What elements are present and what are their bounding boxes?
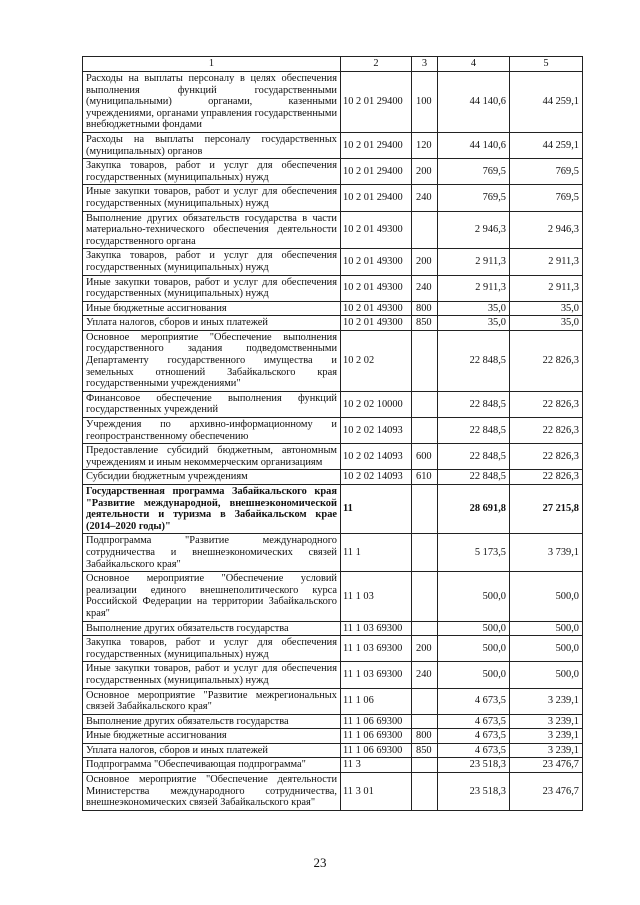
row-expense-type [412, 534, 438, 572]
header-col-3: 3 [412, 57, 438, 72]
row-code: 10 2 01 29400 [341, 72, 412, 133]
row-value-1: 4 673,5 [438, 714, 510, 729]
row-value-2: 500,0 [510, 572, 583, 621]
row-name: Основное мероприятие "Обеспечение выполнения государственного задания подведомственными Департаменту государственного имущества и земельных отношений Забайкальского края государственными учреждениями" [83, 330, 341, 391]
table-header-row [83, 57, 583, 72]
row-code: 10 2 02 14093 [341, 418, 412, 444]
row-value-1: 35,0 [438, 301, 510, 316]
header-col-2: 2 [341, 57, 412, 72]
row-expense-type: 200 [412, 249, 438, 275]
table-row [83, 330, 583, 391]
row-value-2: 3 239,1 [510, 743, 583, 758]
row-name: Государственная программа Забайкальского края "Развитие международной, внешнеэкономической деятельности и туризма в Забайкальском крае (2014–2020 годы)" [83, 485, 341, 534]
page-number: 23 [313, 855, 327, 870]
row-name: Основное мероприятие "Обеспечение условий реализации единого внешнеполитического курса Российской Федерации на территории Забайкальского края" [83, 572, 341, 621]
row-name: Закупка товаров, работ и услуг для обеспечения государственных (муниципальных) нужд [83, 249, 341, 275]
row-value-2: 3 239,1 [510, 729, 583, 744]
row-code: 11 3 01 [341, 773, 412, 811]
row-value-1: 22 848,5 [438, 418, 510, 444]
row-name: Основное мероприятие "Обеспечение деятельности Министерства международного сотрудничества, внешнеэкономических связей Забайкальского края" [83, 773, 341, 811]
row-value-2: 27 215,8 [510, 485, 583, 534]
row-expense-type: 240 [412, 185, 438, 211]
table-row [83, 743, 583, 758]
table-row [83, 301, 583, 316]
row-code: 10 2 01 49300 [341, 249, 412, 275]
row-name: Учреждения по архивно-информационному и геопространственному обеспечению [83, 418, 341, 444]
row-value-1: 2 911,3 [438, 249, 510, 275]
row-expense-type: 800 [412, 301, 438, 316]
row-code: 10 2 02 [341, 330, 412, 391]
row-expense-type: 200 [412, 636, 438, 662]
row-code: 10 2 01 29400 [341, 132, 412, 158]
row-expense-type [412, 621, 438, 636]
row-expense-type [412, 773, 438, 811]
table-row [83, 185, 583, 211]
row-value-1: 44 140,6 [438, 132, 510, 158]
table-row [83, 572, 583, 621]
table-row [83, 773, 583, 811]
row-name: Иные закупки товаров, работ и услуг для обеспечения государственных (муниципальных) нужд [83, 662, 341, 688]
row-name: Иные закупки товаров, работ и услуг для обеспечения государственных (муниципальных) нужд [83, 275, 341, 301]
row-value-2: 23 476,7 [510, 758, 583, 773]
row-value-2: 769,5 [510, 185, 583, 211]
row-value-2: 22 826,3 [510, 470, 583, 485]
table-row [83, 636, 583, 662]
row-value-2: 3 239,1 [510, 714, 583, 729]
row-value-2: 769,5 [510, 159, 583, 185]
row-expense-type [412, 572, 438, 621]
row-name: Выполнение других обязательств государства в части материально-технического обеспечения деятельности государственного органа [83, 211, 341, 249]
row-expense-type [412, 714, 438, 729]
row-value-2: 35,0 [510, 301, 583, 316]
row-code: 11 1 06 69300 [341, 714, 412, 729]
row-value-1: 22 848,5 [438, 330, 510, 391]
table-row [83, 159, 583, 185]
budget-table [82, 56, 583, 811]
row-value-1: 22 848,5 [438, 391, 510, 417]
row-value-2: 22 826,3 [510, 444, 583, 470]
row-value-2: 22 826,3 [510, 330, 583, 391]
row-value-1: 23 518,3 [438, 758, 510, 773]
row-name: Подпрограмма "Обеспечивающая подпрограмма" [83, 758, 341, 773]
row-value-1: 500,0 [438, 662, 510, 688]
row-expense-type [412, 418, 438, 444]
row-expense-type [412, 330, 438, 391]
row-name: Уплата налогов, сборов и иных платежей [83, 316, 341, 331]
row-value-2: 500,0 [510, 621, 583, 636]
row-name: Расходы на выплаты персоналу государственных (муниципальных) органов [83, 132, 341, 158]
row-value-1: 500,0 [438, 572, 510, 621]
row-expense-type: 610 [412, 470, 438, 485]
header-col-1: 1 [83, 57, 341, 72]
row-code: 11 1 03 69300 [341, 636, 412, 662]
row-expense-type: 100 [412, 72, 438, 133]
row-expense-type: 800 [412, 729, 438, 744]
row-name: Основное мероприятие "Развитие межрегиональных связей Забайкальского края" [83, 688, 341, 714]
row-code: 10 2 01 49300 [341, 275, 412, 301]
row-code: 10 2 01 49300 [341, 301, 412, 316]
row-value-2: 22 826,3 [510, 391, 583, 417]
row-code: 10 2 02 14093 [341, 444, 412, 470]
row-code: 11 [341, 485, 412, 534]
budget-table-page [82, 56, 582, 811]
table-row [83, 418, 583, 444]
row-code: 11 1 03 [341, 572, 412, 621]
row-expense-type: 120 [412, 132, 438, 158]
row-name: Иные бюджетные ассигнования [83, 729, 341, 744]
table-row [83, 688, 583, 714]
table-row [83, 316, 583, 331]
row-value-1: 500,0 [438, 621, 510, 636]
budget-table-body [83, 57, 583, 811]
row-expense-type [412, 391, 438, 417]
table-row [83, 621, 583, 636]
row-expense-type [412, 758, 438, 773]
table-row [83, 249, 583, 275]
row-value-1: 4 673,5 [438, 729, 510, 744]
row-name: Закупка товаров, работ и услуг для обеспечения государственных (муниципальных) нужд [83, 636, 341, 662]
row-value-2: 500,0 [510, 662, 583, 688]
row-expense-type: 850 [412, 743, 438, 758]
row-code: 10 2 01 29400 [341, 159, 412, 185]
row-value-2: 2 946,3 [510, 211, 583, 249]
table-row [83, 470, 583, 485]
row-expense-type: 850 [412, 316, 438, 331]
row-name: Закупка товаров, работ и услуг для обеспечения государственных (муниципальных) нужд [83, 159, 341, 185]
row-code: 11 1 [341, 534, 412, 572]
row-code: 10 2 01 29400 [341, 185, 412, 211]
row-code: 11 3 [341, 758, 412, 773]
row-value-1: 4 673,5 [438, 688, 510, 714]
row-expense-type: 600 [412, 444, 438, 470]
table-row [83, 758, 583, 773]
row-value-2: 35,0 [510, 316, 583, 331]
row-code: 11 1 03 69300 [341, 662, 412, 688]
row-name: Подпрограмма "Развитие международного сотрудничества и внешнеэкономических связей Забайкальского края" [83, 534, 341, 572]
table-row [83, 662, 583, 688]
row-value-1: 2 911,3 [438, 275, 510, 301]
row-expense-type [412, 688, 438, 714]
row-value-1: 4 673,5 [438, 743, 510, 758]
row-expense-type [412, 485, 438, 534]
row-value-2: 500,0 [510, 636, 583, 662]
table-row [83, 275, 583, 301]
table-row [83, 391, 583, 417]
row-expense-type: 200 [412, 159, 438, 185]
header-col-5: 5 [510, 57, 583, 72]
row-code: 11 1 03 69300 [341, 621, 412, 636]
header-col-4: 4 [438, 57, 510, 72]
row-value-2: 22 826,3 [510, 418, 583, 444]
row-value-1: 769,5 [438, 185, 510, 211]
row-value-2: 44 259,1 [510, 72, 583, 133]
row-name: Иные закупки товаров, работ и услуг для обеспечения государственных (муниципальных) нужд [83, 185, 341, 211]
row-name: Уплата налогов, сборов и иных платежей [83, 743, 341, 758]
row-value-2: 2 911,3 [510, 275, 583, 301]
table-row [83, 485, 583, 534]
table-row [83, 714, 583, 729]
row-expense-type: 240 [412, 275, 438, 301]
row-expense-type: 240 [412, 662, 438, 688]
row-name: Субсидии бюджетным учреждениям [83, 470, 341, 485]
table-row [83, 211, 583, 249]
row-value-2: 3 739,1 [510, 534, 583, 572]
row-code: 10 2 02 14093 [341, 470, 412, 485]
table-row [83, 132, 583, 158]
row-code: 10 2 02 10000 [341, 391, 412, 417]
row-value-1: 2 946,3 [438, 211, 510, 249]
row-name: Выполнение других обязательств государства [83, 621, 341, 636]
row-name: Предоставление субсидий бюджетным, автономным учреждениям и иным некоммерческим организациям [83, 444, 341, 470]
row-value-1: 769,5 [438, 159, 510, 185]
table-row [83, 444, 583, 470]
row-expense-type [412, 211, 438, 249]
row-value-2: 3 239,1 [510, 688, 583, 714]
row-value-1: 5 173,5 [438, 534, 510, 572]
row-value-2: 2 911,3 [510, 249, 583, 275]
row-code: 10 2 01 49300 [341, 316, 412, 331]
row-name: Расходы на выплаты персоналу в целях обеспечения выполнения функций государственными (муниципальными) органами, казенными учреждениями, органами управления государственными внебюджетными фондами [83, 72, 341, 133]
table-row [83, 729, 583, 744]
row-value-1: 44 140,6 [438, 72, 510, 133]
row-value-1: 22 848,5 [438, 470, 510, 485]
row-code: 11 1 06 69300 [341, 743, 412, 758]
row-name: Иные бюджетные ассигнования [83, 301, 341, 316]
row-code: 10 2 01 49300 [341, 211, 412, 249]
table-row [83, 72, 583, 133]
row-value-2: 44 259,1 [510, 132, 583, 158]
row-value-1: 23 518,3 [438, 773, 510, 811]
row-name: Финансовое обеспечение выполнения функций государственных учреждений [83, 391, 341, 417]
row-code: 11 1 06 [341, 688, 412, 714]
row-code: 11 1 06 69300 [341, 729, 412, 744]
row-name: Выполнение других обязательств государства [83, 714, 341, 729]
table-row [83, 534, 583, 572]
row-value-1: 28 691,8 [438, 485, 510, 534]
row-value-1: 500,0 [438, 636, 510, 662]
row-value-2: 23 476,7 [510, 773, 583, 811]
row-value-1: 35,0 [438, 316, 510, 331]
row-value-1: 22 848,5 [438, 444, 510, 470]
